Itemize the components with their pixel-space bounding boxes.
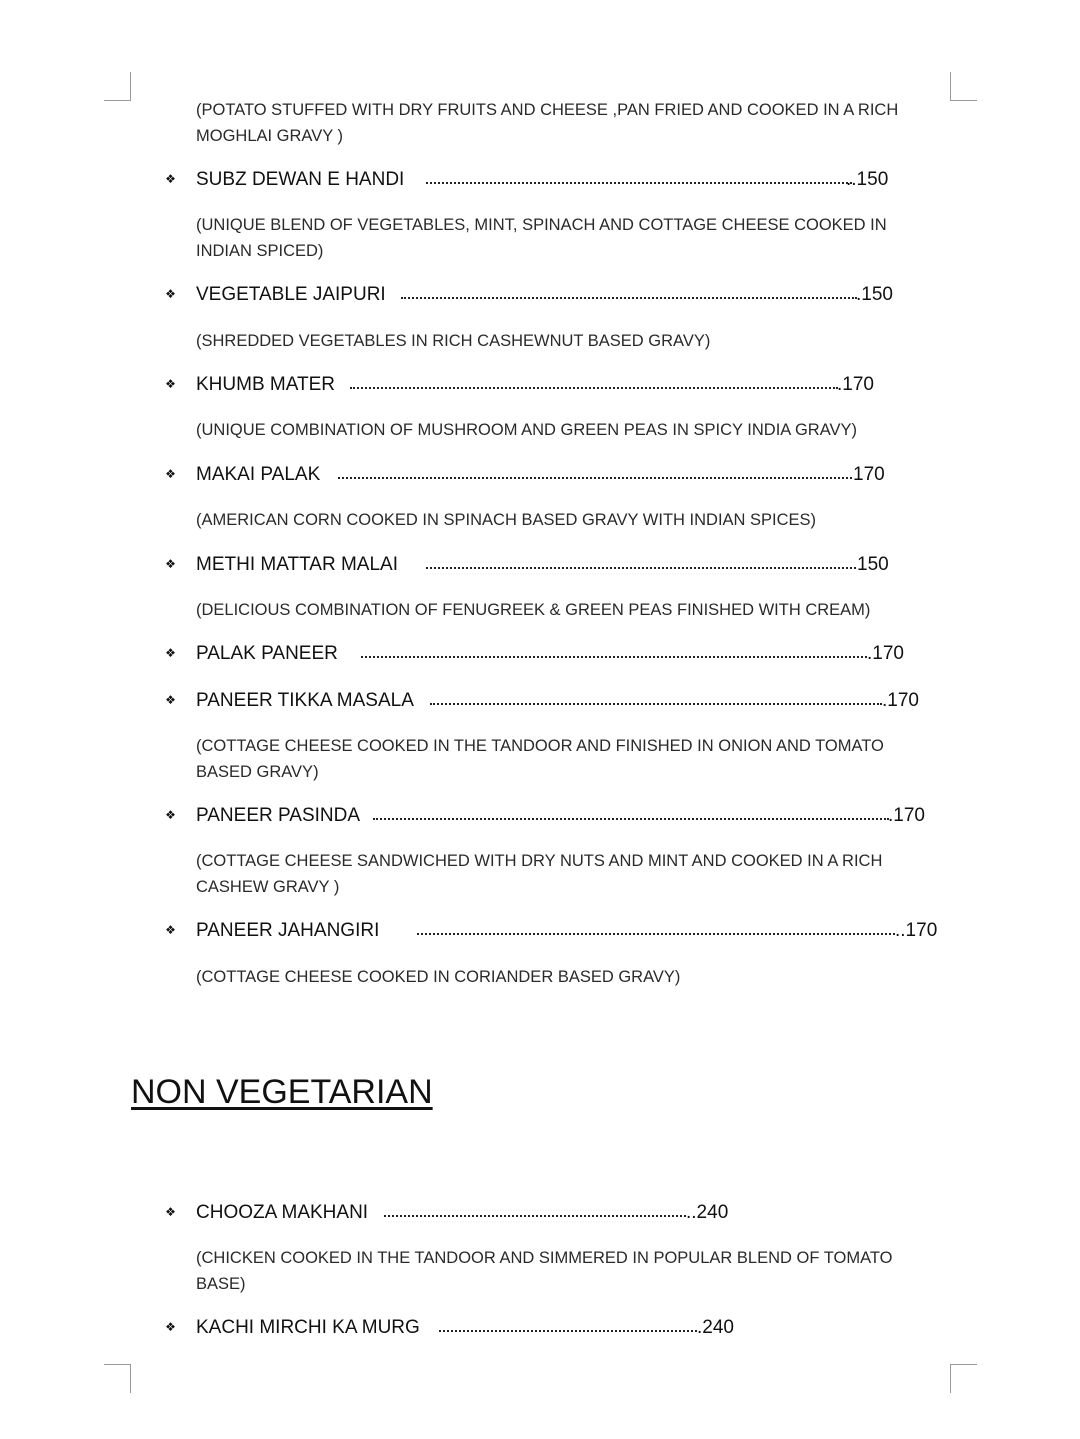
crop-mark-top-right <box>950 72 977 101</box>
item-price: 150 <box>857 554 889 575</box>
crop-mark-bottom-right <box>950 1364 977 1393</box>
item-description: (CHICKEN COOKED IN THE TANDOOR AND SIMMERED IN POPULAR BLEND OF TOMATO BASE) <box>196 1249 893 1293</box>
item-description: (COTTAGE CHEESE SANDWICHED WITH DRY NUTS AND MINT AND COOKED IN A RICH CASHEW GRAVY ) <box>196 852 883 896</box>
item-price: .170 <box>882 690 919 711</box>
item-description: (AMERICAN CORN COOKED IN SPINACH BASED GRAVY WITH INDIAN SPICES) <box>196 511 817 529</box>
menu-item <box>0 1200 1080 1226</box>
diamond-bullet-icon: ❖ <box>165 377 176 391</box>
item-name: PANEER TIKKA MASALA <box>196 690 414 711</box>
diamond-bullet-icon: ❖ <box>165 287 176 301</box>
item-description: (SHREDDED VEGETABLES IN RICH CASHEWNUT BASED GRAVY) <box>196 332 711 350</box>
item-price: ..240 <box>686 1202 729 1223</box>
crop-mark-bottom-left <box>104 1364 131 1393</box>
item-name: CHOOZA MAKHANI <box>196 1202 369 1223</box>
menu-item <box>0 1315 1080 1341</box>
dot-leader <box>417 933 895 935</box>
diamond-bullet-icon: ❖ <box>165 1320 176 1334</box>
item-price: .170 <box>867 643 904 664</box>
menu-item <box>0 918 1080 944</box>
dot-leader <box>426 182 852 184</box>
menu-item <box>0 372 1080 398</box>
diamond-bullet-icon: ❖ <box>165 808 176 822</box>
dot-leader <box>426 567 856 569</box>
dot-leader <box>430 703 882 705</box>
dot-leader <box>338 477 852 479</box>
dot-leader <box>350 387 838 389</box>
diamond-bullet-icon: ❖ <box>165 646 176 660</box>
item-price: .150 <box>856 284 893 305</box>
item-name: MAKAI PALAK <box>196 464 321 485</box>
diamond-bullet-icon: ❖ <box>165 923 176 937</box>
menu-item <box>0 641 1080 667</box>
item-name: VEGETABLE JAIPURI <box>196 284 386 305</box>
dot-leader <box>439 1330 697 1332</box>
dot-leader <box>401 297 857 299</box>
diamond-bullet-icon: ❖ <box>165 1205 176 1219</box>
item-description: (POTATO STUFFED WITH DRY FRUITS AND CHEESE ,PAN FRIED AND COOKED IN A RICH MOGHLAI GRAVY ) <box>196 101 899 145</box>
item-description: (DELICIOUS COMBINATION OF FENUGREEK & GREEN PEAS FINISHED WITH CREAM) <box>196 601 871 619</box>
diamond-bullet-icon: ❖ <box>165 557 176 571</box>
item-price: .240 <box>697 1317 734 1338</box>
section-heading: NON VEGETARIAN <box>131 1073 433 1111</box>
item-price: .170 <box>888 805 925 826</box>
diamond-bullet-icon: ❖ <box>165 467 176 481</box>
crop-mark-top-left <box>104 72 131 101</box>
item-name: SUBZ DEWAN E HANDI <box>196 169 405 190</box>
item-price: .170 <box>837 374 874 395</box>
item-name: PANEER PASINDA <box>196 805 361 826</box>
item-description: (UNIQUE BLEND OF VEGETABLES, MINT, SPINACH AND COTTAGE CHEESE COOKED IN INDIAN SPICED) <box>196 216 887 260</box>
item-description: (COTTAGE CHEESE COOKED IN CORIANDER BASED GRAVY) <box>196 968 681 986</box>
item-price: ..170 <box>895 920 938 941</box>
item-price: 170 <box>853 464 885 485</box>
item-name: PANEER JAHANGIRI <box>196 920 380 941</box>
menu-item <box>0 462 1080 488</box>
menu-item <box>0 688 1080 714</box>
item-name: PALAK PANEER <box>196 643 338 664</box>
item-name: KACHI MIRCHI KA MURG <box>196 1317 420 1338</box>
dot-leader <box>373 818 889 820</box>
item-name: KHUMB MATER <box>196 374 335 395</box>
menu-item <box>0 803 1080 829</box>
item-description: (COTTAGE CHEESE COOKED IN THE TANDOOR AND FINISHED IN ONION AND TOMATO BASED GRAVY) <box>196 737 884 781</box>
diamond-bullet-icon: ❖ <box>165 693 176 707</box>
item-price: ..150 <box>846 169 889 190</box>
menu-item <box>0 282 1080 308</box>
menu-item <box>0 552 1080 578</box>
diamond-bullet-icon: ❖ <box>165 172 176 186</box>
menu-item <box>0 167 1080 193</box>
item-name: METHI MATTAR MALAI <box>196 554 398 575</box>
item-description: (UNIQUE COMBINATION OF MUSHROOM AND GREEN PEAS IN SPICY INDIA GRAVY) <box>196 421 857 439</box>
dot-leader <box>361 656 867 658</box>
dot-leader <box>384 1215 686 1217</box>
